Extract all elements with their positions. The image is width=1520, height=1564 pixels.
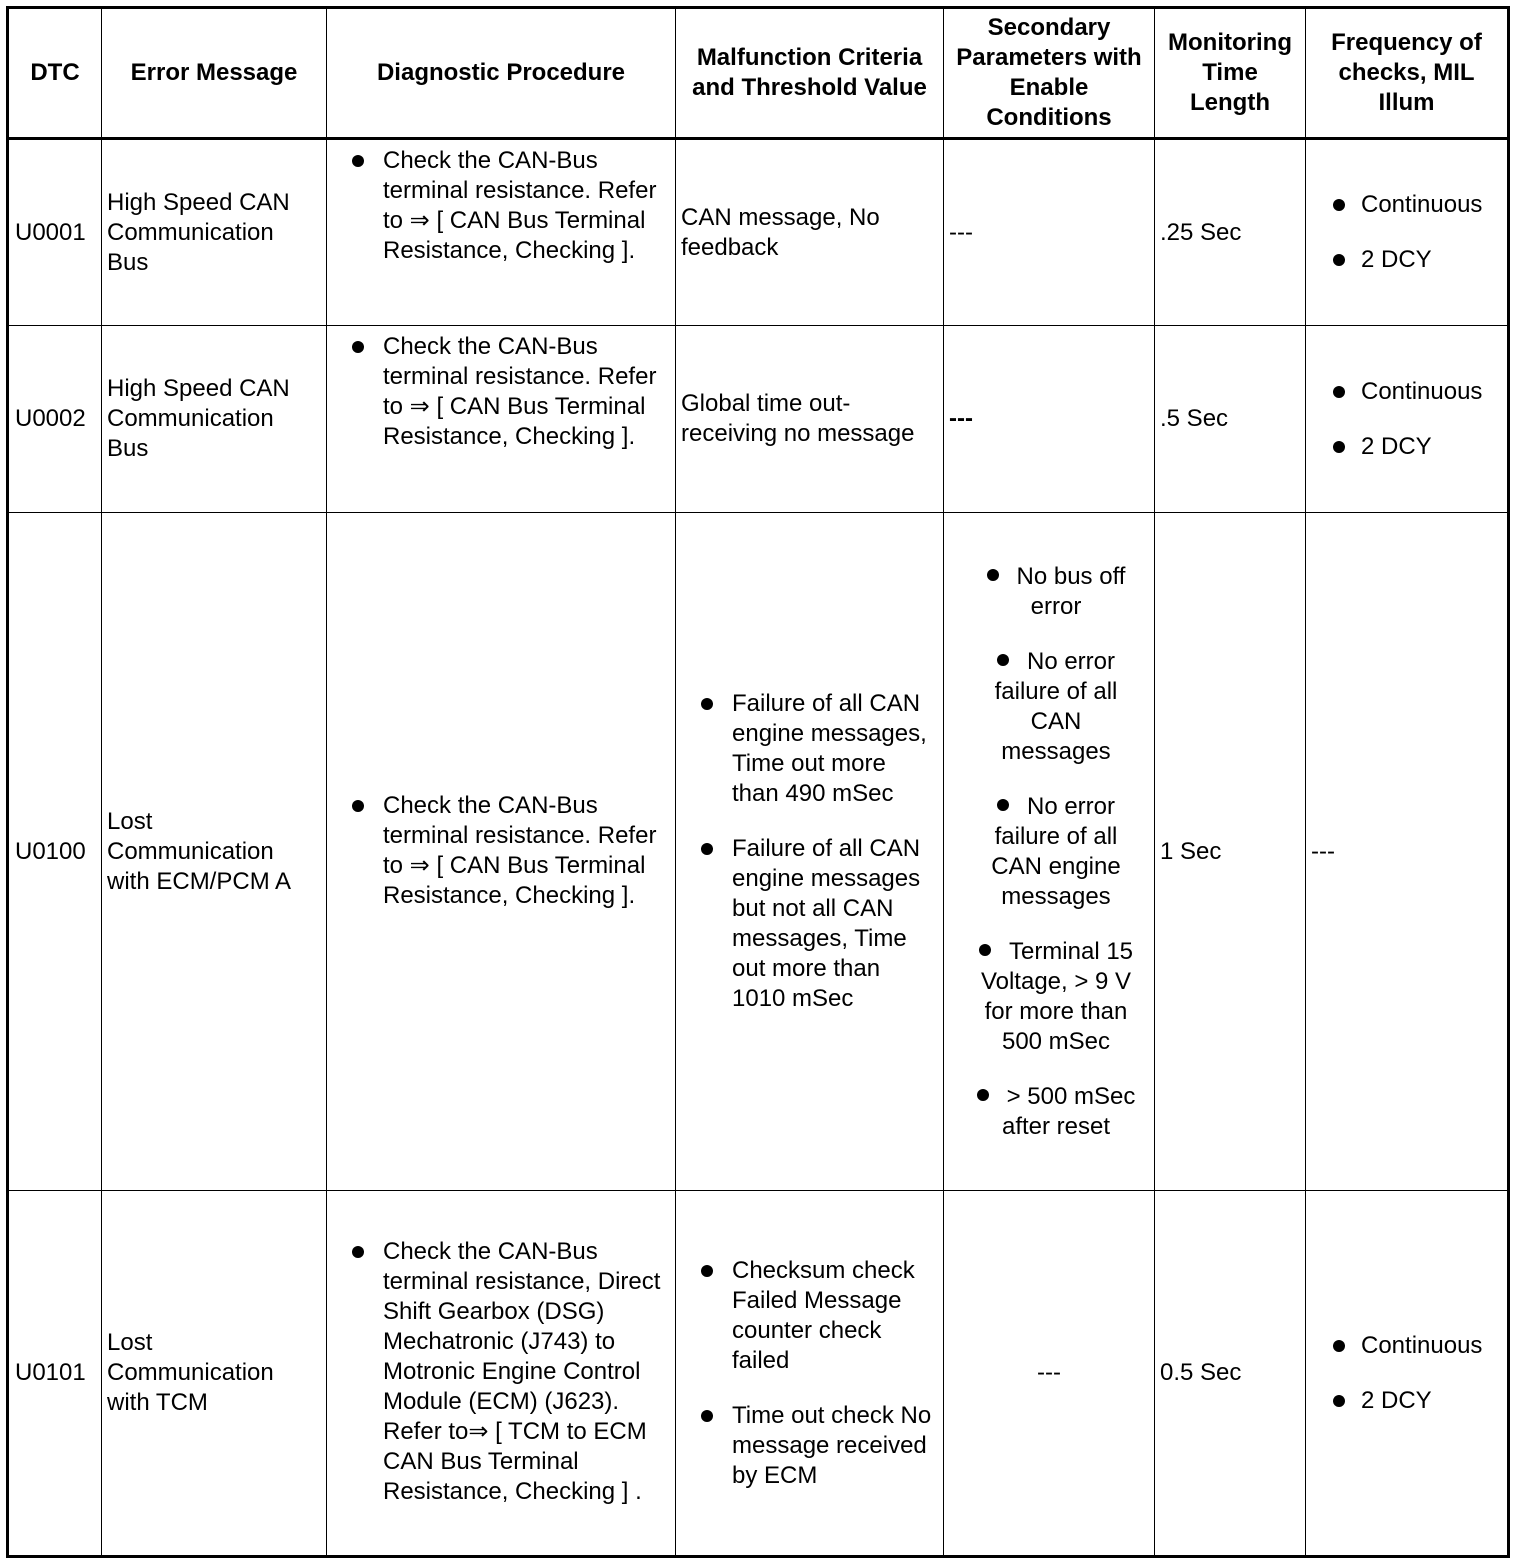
table-row [8,513,1509,1191]
list-item: No bus off error [950,562,1148,622]
dtc-code: U0100 [8,513,102,1191]
secondary-parameters: --- [944,1191,1155,1557]
diagnostic-procedure [327,139,676,326]
header-secondary-parameters: Secondary Parameters with Enable Conditions [944,8,1155,139]
list-item: Checksum check Failed Message counter check failed [681,1256,938,1376]
bullet-icon [977,1089,989,1101]
list-item: Failure of all CAN engine messages but not all CAN messages, Time out more than 1010 mSec [681,834,938,1014]
error-message: High Speed CAN Communication Bus [102,139,327,326]
diagnostic-procedure [327,326,676,513]
dtc-code: U0002 [8,326,102,513]
diagnostic-procedure [327,513,676,1191]
list-item: 2 DCY [1311,1386,1502,1416]
list-item: 2 DCY [1311,432,1502,462]
list-item: Check the CAN-Bus terminal resistance, Direct Shift Gearbox (DSG) Mechatronic (J743) to Motronic Engine Control Module (ECM) (J623). Refer to⇒ [ TCM to ECM CAN Bus Terminal Resistance, Checking ] . [332,1237,670,1507]
frequency [1306,326,1509,513]
dtc-code: U0101 [8,1191,102,1557]
header-error-message: Error Message [102,8,327,139]
monitoring-time: 1 Sec [1155,513,1306,1191]
frequency [1306,1191,1509,1557]
dtc-table [6,6,1510,1558]
list-item: Time out check No message received by ECM [681,1401,938,1491]
error-message: High Speed CAN Communication Bus [102,326,327,513]
table-row [8,326,1509,513]
frequency [1306,139,1509,326]
malfunction-criteria [676,513,944,1191]
error-message: Lost Communication with ECM/PCM A [102,513,327,1191]
header-frequency: Frequency of checks, MIL Illum [1306,8,1509,139]
secondary-parameters: --- [944,326,1155,513]
diagnostic-procedure [327,1191,676,1557]
list-item: 2 DCY [1311,245,1502,275]
bullet-icon [979,944,991,956]
header-monitoring-time: Monitoring Time Length [1155,8,1306,139]
list-item: Check the CAN-Bus terminal resistance. Refer to ⇒ [ CAN Bus Terminal Resistance, Checking ]. [332,332,670,452]
list-item: Terminal 15 Voltage, > 9 V for more than 500 mSec [980,937,1134,1055]
list-item: > 500 mSec after reset [950,1082,1148,1142]
header-dtc: DTC [8,8,102,139]
malfunction-criteria [676,1191,944,1557]
bullet-icon [997,654,1009,666]
list-item: Continuous [1311,1331,1502,1361]
list-item: Failure of all CAN engine messages, Time out more than 490 mSec [681,689,938,809]
malfunction-criteria: CAN message, No feedback [676,139,944,326]
dtc-code: U0001 [8,139,102,326]
header-diagnostic-procedure: Diagnostic Procedure [327,8,676,139]
header-row [8,8,1509,139]
monitoring-time: 0.5 Sec [1155,1191,1306,1557]
secondary-parameters [944,513,1155,1191]
list-item: No error failure of all CAN engine messages [991,792,1121,910]
list-item: Continuous [1311,190,1502,220]
list-item: Continuous [1311,377,1502,407]
monitoring-time: .5 Sec [1155,326,1306,513]
bullet-icon [987,569,999,581]
error-message: Lost Communication with TCM [102,1191,327,1557]
list-item: Check the CAN-Bus terminal resistance. Refer to ⇒ [ CAN Bus Terminal Resistance, Checking ]. [332,791,670,911]
monitoring-time: .25 Sec [1155,139,1306,326]
list-item: Check the CAN-Bus terminal resistance. Refer to ⇒ [ CAN Bus Terminal Resistance, Checking ]. [332,146,670,266]
list-item: No error failure of all CAN messages [994,647,1118,765]
header-malfunction-criteria: Malfunction Criteria and Threshold Value [676,8,944,139]
table-row [8,1191,1509,1557]
malfunction-criteria: Global time out-receiving no message [676,326,944,513]
bullet-icon [997,799,1009,811]
frequency: --- [1306,513,1509,1191]
secondary-parameters: --- [944,139,1155,326]
table-row [8,139,1509,326]
